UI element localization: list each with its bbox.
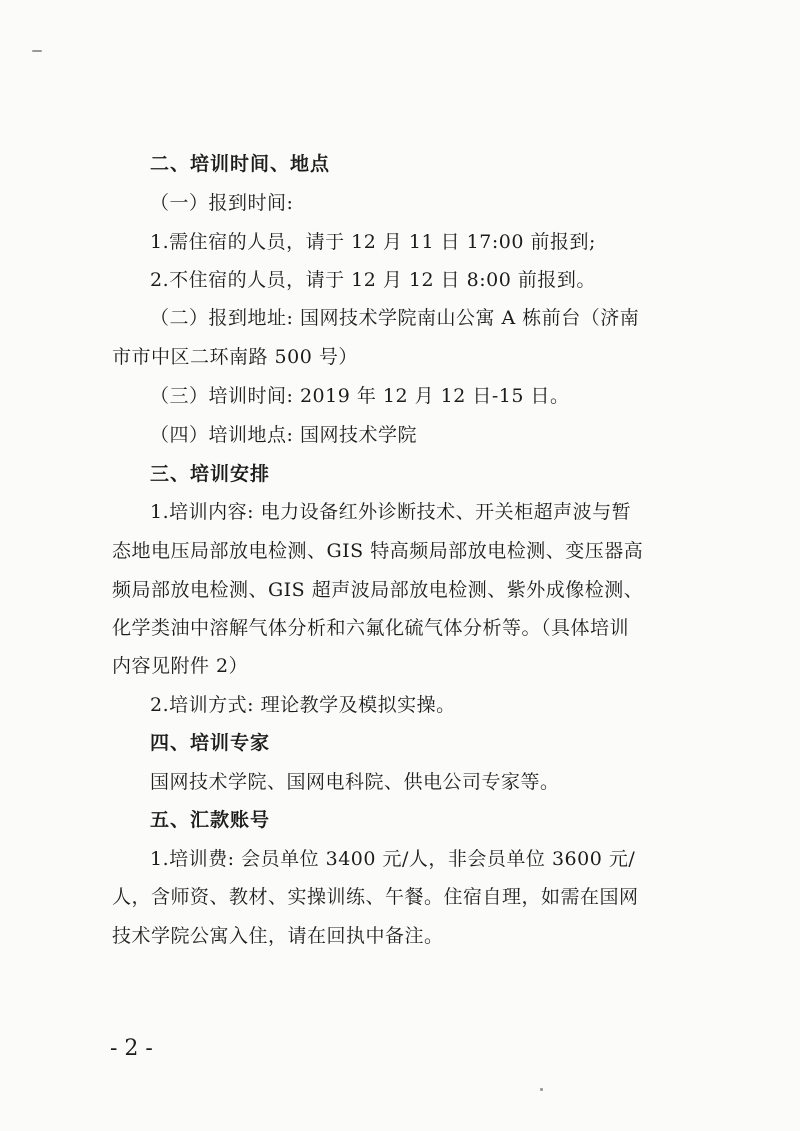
- training-content-line-1: 1.培训内容: 电力设备红外诊断技术、开关柜超声波与暂: [150, 501, 632, 523]
- training-content-line-3: 频局部放电检测、GIS 超声波局部放电检测、紫外成像检测、: [112, 579, 644, 601]
- subsection-registration-address: （二）报到地址: 国网技术学院南山公寓 A 栋前台（济南: [150, 307, 640, 329]
- training-content-line-4: 化学类油中溶解气体分析和六氟化硫气体分析等。（具体培训: [112, 617, 630, 639]
- training-fee-line-3: 技术学院公寓入住，请在回执中备注。: [112, 925, 444, 947]
- subsection-registration-time: （一）报到时间:: [150, 192, 294, 214]
- subsection-training-time: （三）培训时间: 2019 年 12 月 12 日-15 日。: [150, 385, 570, 407]
- registration-address-continued: 市市中区二环南路 500 号）: [112, 346, 358, 368]
- scan-speck: [540, 1088, 543, 1091]
- training-fee-line-2: 人，含师资、教材、实操训练、午餐。住宿自理，如需在国网: [112, 886, 639, 908]
- registration-item-1: 1.需住宿的人员，请于 12 月 11 日 17:00 前报到;: [150, 231, 596, 253]
- subsection-training-place: （四）培训地点: 国网技术学院: [150, 424, 417, 446]
- section-heading-training-arrangement: 三、培训安排: [150, 463, 271, 485]
- training-fee-line-1: 1.培训费: 会员单位 3400 元/人，非会员单位 3600 元/: [150, 848, 636, 870]
- training-content-line-5: 内容见附件 2）: [112, 655, 249, 677]
- registration-item-2: 2.不住宿的人员，请于 12 月 12 日 8:00 前报到。: [150, 269, 596, 291]
- section-heading-remittance-account: 五、汇款账号: [150, 809, 271, 831]
- page-number: - 2 -: [110, 1036, 153, 1061]
- training-experts-text: 国网技术学院、国网电科院、供电公司专家等。: [150, 771, 560, 793]
- scan-speck: [32, 50, 42, 52]
- training-method: 2.培训方式: 理论教学及模拟实操。: [150, 694, 456, 716]
- section-heading-training-time-place: 二、培训时间、地点: [150, 153, 331, 175]
- training-content-line-2: 态地电压局部放电检测、GIS 特高频局部放电检测、变压器高: [112, 540, 644, 562]
- section-heading-training-experts: 四、培训专家: [150, 732, 271, 754]
